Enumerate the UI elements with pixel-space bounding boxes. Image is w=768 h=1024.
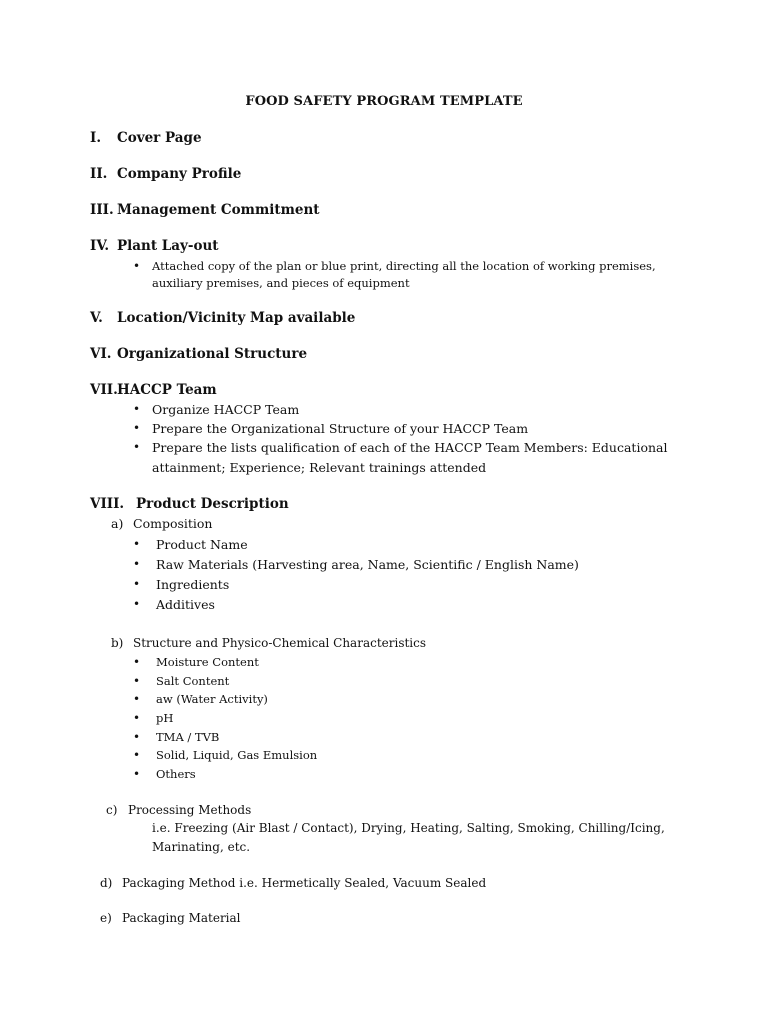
haccp-bullet: Prepare the Organizational Structure of your HACCP Team [152,421,529,436]
characteristic-item: aw (Water Activity) [156,692,268,706]
processing-methods-detail-line1: i.e. Freezing (Air Blast / Contact), Drying, Heating, Salting, Smoking, Chilling/Icing, [152,821,665,835]
subsection-packaging-method [100,876,486,890]
section-label: Plant Lay-out [117,238,219,254]
characteristic-item: Moisture Content [156,655,259,669]
bullet-glyph: • [133,537,141,551]
characteristic-item: pH [156,711,174,725]
bullet-glyph: • [133,730,141,744]
bullet-glyph: • [133,402,141,416]
document-title: FOOD SAFETY PROGRAM TEMPLATE [245,94,523,109]
section-haccp-team [90,382,217,398]
subsection-text: Composition [133,516,213,531]
haccp-bullet-line2: attainment; Experience; Relevant trainings attended [152,460,487,475]
subsection-label: d) [100,876,113,890]
section-number: III. [90,202,114,218]
haccp-bullet: Organize HACCP Team [152,402,300,417]
section-number: V. [90,310,103,326]
plant-layout-bullet-line1: Attached copy of the plan or blue print, directing all the location of working premises, [152,259,656,273]
section-plant-layout [90,238,219,254]
subsection-label: c) [106,803,118,817]
haccp-bullet-line1: Prepare the lists qualification of each of the HACCP Team Members: Educational [152,440,668,455]
subsection-text: Structure and Physico-Chemical Characteristics [133,636,427,650]
subsection-text: Packaging Method i.e. Hermetically Sealed, Vacuum Sealed [122,876,487,890]
characteristic-item: Others [156,767,196,781]
section-label: Company Profile [117,166,242,182]
section-product-description [90,496,289,512]
subsection-structure [111,636,426,650]
section-number: VI. [90,346,112,362]
section-label: Product Description [136,496,289,512]
subsection-processing-methods [106,803,251,817]
subsection-composition [111,516,212,531]
bullet-glyph: • [133,597,141,611]
composition-item: Additives [156,597,215,612]
section-number: VII. [90,382,118,398]
section-label: Cover Page [117,130,202,146]
bullet-glyph: • [133,421,141,435]
section-number: IV. [90,238,110,254]
bullet-glyph: • [133,440,141,454]
characteristic-item: TMA / TVB [156,730,220,744]
composition-item: Product Name [156,537,248,552]
section-number: I. [90,130,102,146]
section-company-profile [90,166,241,182]
subsection-text: Processing Methods [128,803,252,817]
processing-methods-detail-line2: Marinating, etc. [152,840,251,854]
bullet-glyph: • [133,748,141,762]
subsection-packaging-material [100,911,241,925]
bullet-glyph: • [133,577,141,591]
bullet-glyph: • [133,711,141,725]
composition-item: Ingredients [156,577,230,592]
subsection-text: Packaging Material [122,911,241,925]
characteristic-item: Salt Content [156,674,230,688]
subsection-label: e) [100,911,112,925]
composition-item: Raw Materials (Harvesting area, Name, Scientific / English Name) [156,557,579,572]
bullet-glyph: • [133,655,141,669]
section-label: Organizational Structure [117,346,308,362]
section-number: VIII. [90,496,125,512]
section-label: Location/Vicinity Map available [117,310,356,326]
bullet-glyph: • [133,767,141,781]
bullet-glyph: • [133,674,141,688]
plant-layout-bullet-line2: auxiliary premises, and pieces of equipment [152,276,410,290]
subsection-label: a) [111,516,124,531]
bullet-glyph: • [133,259,141,273]
section-location-map [90,310,355,326]
section-label: HACCP Team [117,382,217,398]
section-number: II. [90,166,108,182]
section-organizational-structure [90,346,307,362]
section-management-commitment [90,202,320,218]
characteristic-item: Solid, Liquid, Gas Emulsion [156,748,318,762]
section-cover-page [90,130,202,146]
subsection-label: b) [111,636,124,650]
bullet-glyph: • [133,692,141,706]
bullet-glyph: • [133,557,141,571]
section-label: Management Commitment [117,202,320,218]
